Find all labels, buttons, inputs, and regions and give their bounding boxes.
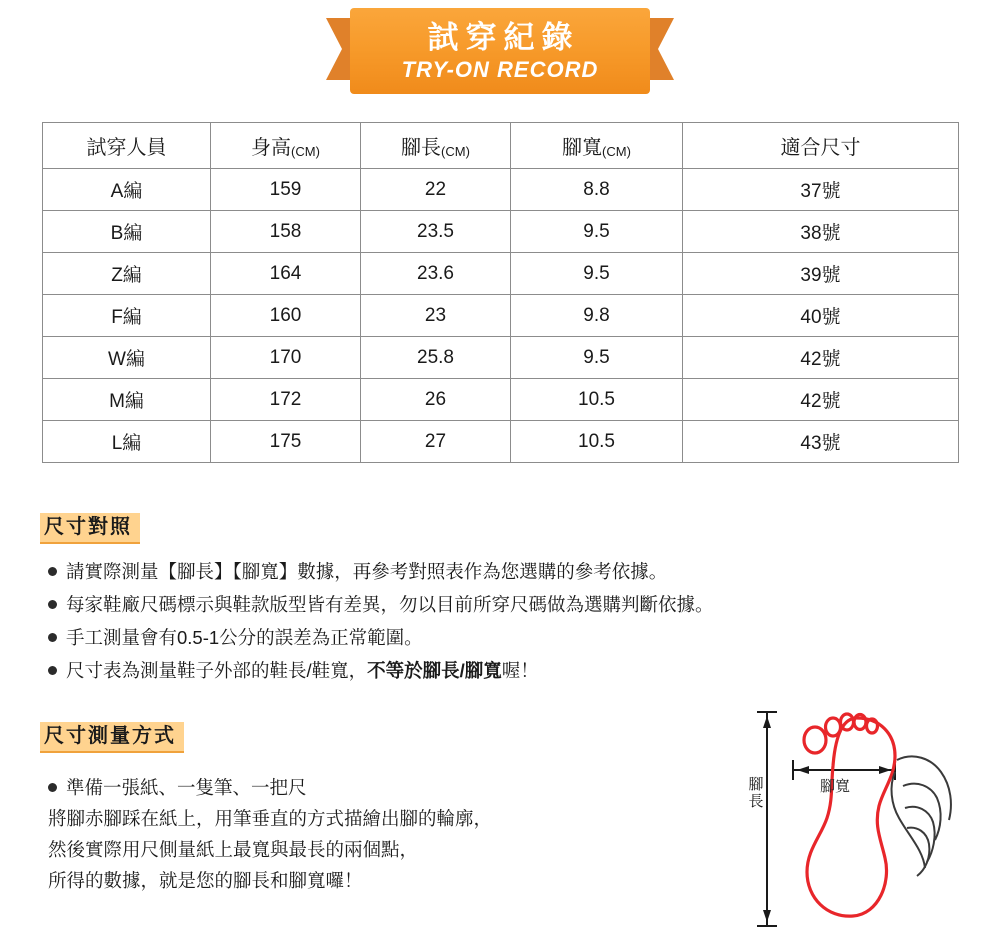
table-row [43,337,959,379]
bullet-dot-icon [48,666,57,675]
cell-length: 26 [361,379,511,421]
try-on-table [42,122,959,463]
note-text: 請實際測量【腳長】【腳寬】數據，再參考對照表作為您選購的參考依據。 [66,561,668,582]
header-size [683,123,959,169]
note-text: 每家鞋廠尺碼標示與鞋款版型皆有差異，勿以目前所穿尺碼做為選購判斷依據。 [66,594,714,615]
header-person [43,123,211,169]
measure-line-4: 所得的數據，就是您的腳長和腳寬囉！ [48,870,363,891]
list-item [48,655,948,686]
width-arrow-icon [793,760,895,780]
bullet-dot-icon [48,633,57,642]
cell-person: W編 [43,337,211,379]
cell-size: 42號 [683,379,959,421]
header-foot-width-label: 腳寬 [562,137,603,159]
list-item [48,772,738,803]
cell-width: 8.8 [511,169,683,211]
header-foot-length-unit: (CM) [441,144,470,159]
measure-method-heading: 尺寸測量方式 [40,717,184,753]
cell-person: F編 [43,295,211,337]
banner-body [350,8,650,94]
cell-length: 25.8 [361,337,511,379]
cell-height: 172 [211,379,361,421]
table-row [43,169,959,211]
size-compare-heading-wrap [40,508,140,544]
measure-method-body [48,772,738,896]
note-text-mixed [66,655,539,686]
table-row [43,379,959,421]
header-height-unit: (CM) [291,144,320,159]
cell-length: 27 [361,421,511,463]
note-text-suffix: 喔！ [501,660,539,681]
measure-method-heading-wrap [40,717,184,753]
table-row [43,421,959,463]
size-compare-heading: 尺寸對照 [40,508,140,544]
header-height-label: 身高 [251,137,292,159]
cell-length: 23.5 [361,211,511,253]
cell-height: 159 [211,169,361,211]
measure-line-3: 然後實際用尺側量紙上最寬與最長的兩個點， [48,839,419,860]
note-text-prefix: 尺寸表為測量鞋子外部的鞋長/鞋寬， [66,660,368,681]
list-item [48,622,948,653]
cell-height: 170 [211,337,361,379]
cell-size: 40號 [683,295,959,337]
note-text: 手工測量會有0.5-1公分的誤差為正常範圍。 [66,627,423,648]
hand-sketch-icon [892,756,951,876]
foot-width-label: 腳寬 [819,778,850,795]
cell-height: 164 [211,253,361,295]
table-header-row [43,123,959,169]
cell-width: 9.8 [511,295,683,337]
cell-size: 39號 [683,253,959,295]
bullet-dot-icon [48,783,57,792]
measure-line-1: 準備一張紙、一隻筆、一把尺 [66,777,307,798]
cell-width: 10.5 [511,379,683,421]
banner-title-cn: 試穿紀錄 [427,20,580,56]
header-person-label: 試穿人員 [86,137,167,159]
cell-width: 9.5 [511,337,683,379]
cell-length: 23.6 [361,253,511,295]
table-row [43,295,959,337]
cell-person: L編 [43,421,211,463]
cell-width: 9.5 [511,211,683,253]
header-foot-length [361,123,511,169]
header-foot-width [511,123,683,169]
cell-height: 158 [211,211,361,253]
list-item [48,556,948,587]
cell-width: 10.5 [511,421,683,463]
cell-person: Z編 [43,253,211,295]
try-on-table-container [42,122,958,463]
header-foot-width-unit: (CM) [602,144,631,159]
cell-size: 38號 [683,211,959,253]
foot-outline-icon [804,714,895,916]
cell-height: 175 [211,421,361,463]
size-compare-notes [48,556,948,688]
cell-length: 23 [361,295,511,337]
cell-size: 43號 [683,421,959,463]
cell-height: 160 [211,295,361,337]
try-on-record-banner [340,8,660,94]
cell-person: A編 [43,169,211,211]
header-size-label: 適合尺寸 [780,137,861,159]
foot-measure-diagram [745,700,980,935]
banner-title-en: TRY-ON RECORD [401,57,599,83]
length-arrow-icon [757,712,777,926]
cell-size: 42號 [683,337,959,379]
cell-length: 22 [361,169,511,211]
cell-size: 37號 [683,169,959,211]
bullet-dot-icon [48,567,57,576]
cell-person: M編 [43,379,211,421]
foot-diagram-svg [745,700,980,935]
list-item [48,589,948,620]
table-row [43,211,959,253]
bullet-dot-icon [48,600,57,609]
foot-length-label: 腳長 [748,776,764,810]
cell-person: B編 [43,211,211,253]
note-text-emphasis: 不等於腳長/腳寬 [367,660,502,681]
cell-width: 9.5 [511,253,683,295]
table-row [43,253,959,295]
header-height [211,123,361,169]
banner-container [0,8,1000,94]
measure-line-2: 將腳赤腳踩在紙上，用筆垂直的方式描繪出腳的輪廓， [48,808,493,829]
header-foot-length-label: 腳長 [401,137,442,159]
